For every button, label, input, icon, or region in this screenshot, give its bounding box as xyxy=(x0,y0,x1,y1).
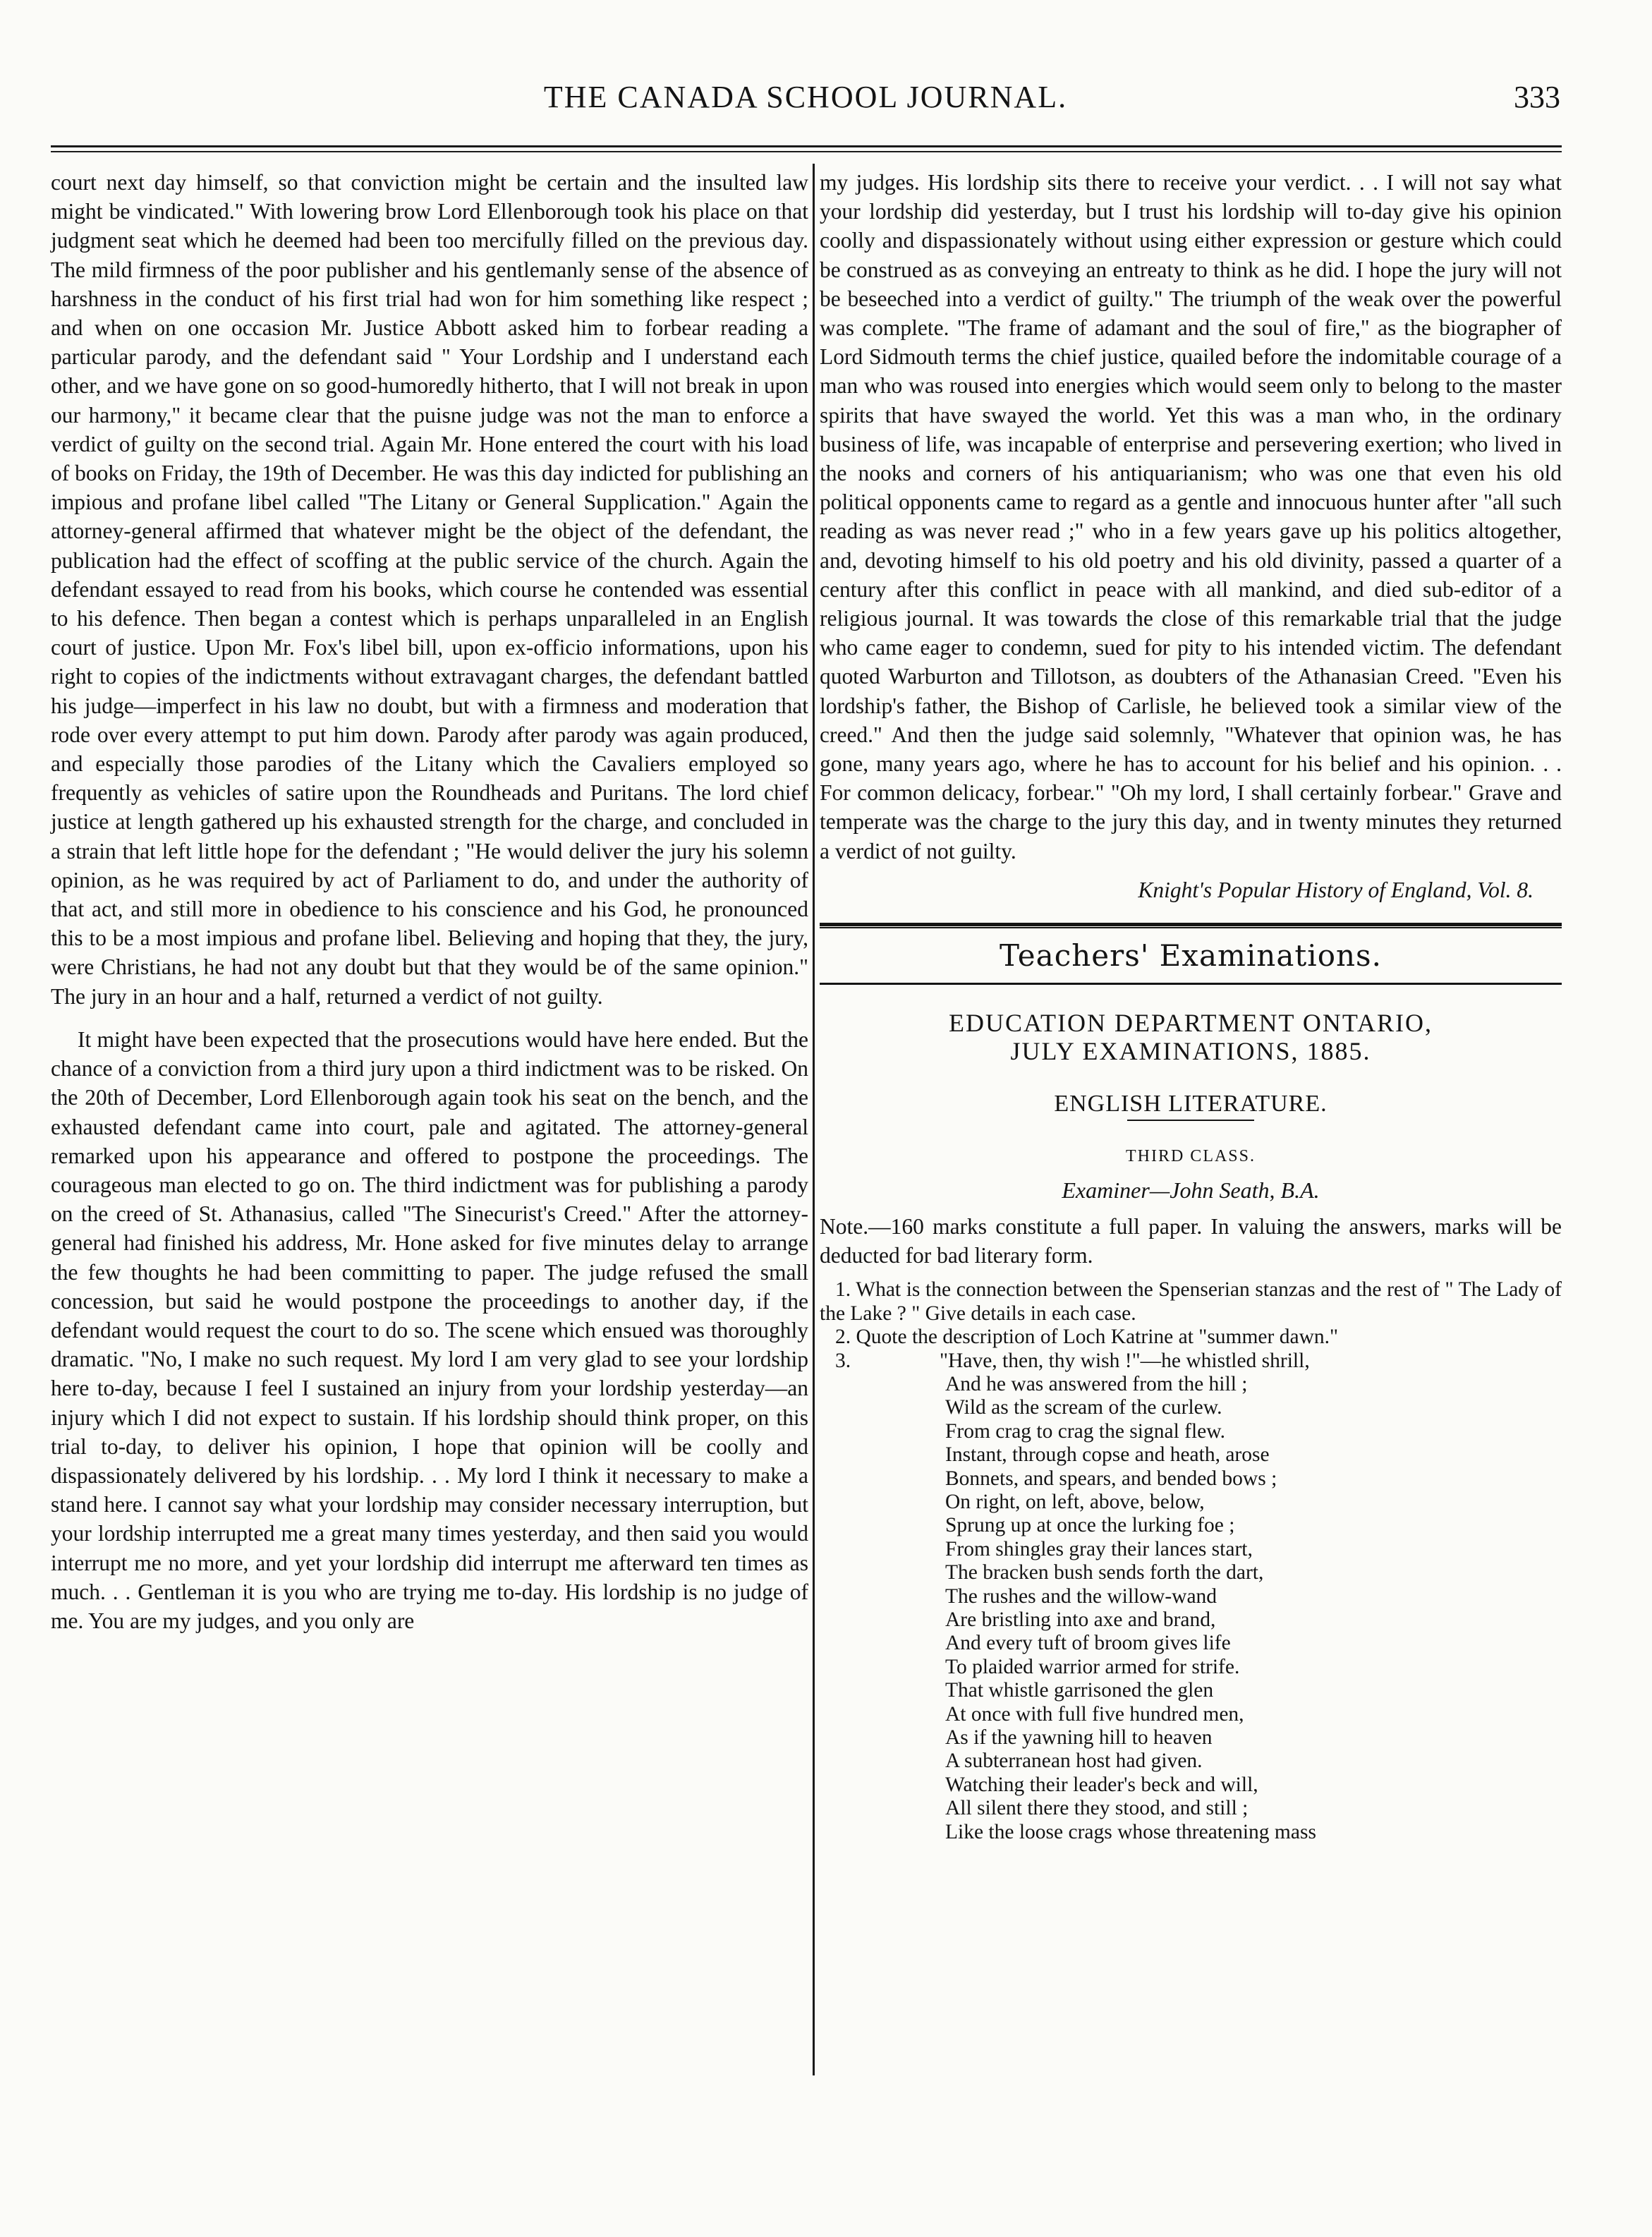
section-title-rule xyxy=(820,983,1562,985)
article-continuation: my judges. His lordship sits there to receive your verdict. . . I will not say what your lordship did yesterday, but I trust his lordship will to-day give his opinion coolly and dispassionately without using either expression or gesture which could be construed as as conveying an entreaty to think as he did. I hope the jury will not be beseeched into a verdict of guilty." The triumph of the weak over the powerful was complete. "The frame of adamant and the soul of fire," as the biographer of Lord Sidmouth terms the chief justice, quailed before the indomitable courage of a man who was roused into energies which would seem only to belong to the master spirits that have swayed the world. Yet this was a man who, in the ordinary business of life, was incapable of enterprise and persevering exertion; who lived in the nooks and corners of his antiquarianism; who was one that even his old political opponents came to regard as a gentle and innocuous hunter after "all such reading as was never read ;" who in a few years gave up his politics altogether, and, devoting himself to his old poetry and his old divinity, passed a quarter of a century after this conflict in peace with all mankind, and died sub-editor of a religious journal. It was towards the close of this remarkable trial that the judge who came eager to condemn, sued for pity to his intended victim. The defendant quoted Warburton and Tillotson, as doubters of the Athanasian Creed. "Even his lordship's father, the Bishop of Carlisle, he believed took a similar view of the creed." And then the judge said solemnly, "Whatever that opinion was, he has gone, many years ago, where he has to account for his belief and his opinion. . . For common delicacy, forbear." "Oh my lord, I shall certainly forbear." Grave and temperate was the charge to the jury this day, and in twenty minutes they returned a verdict of not guilty. xyxy=(820,170,1562,863)
department-line: EDUCATION DEPARTMENT ONTARIO, xyxy=(949,1009,1433,1038)
poem-line: The rushes and the willow-wand xyxy=(945,1584,1217,1608)
header-rule-top xyxy=(51,145,1562,147)
article-paragraph: court next day himself, so that conviction might be certain and the insulted law might be vindicated." With lowering brow Lord Ellenborough took his place on that judgment seat which he deemed had been too mercifully filled on the previous day. The mild firmness of the poor publisher and his gentlemanly sense of the absence of harshness in the conduct of his first trial had won for him something like respect ; and when on one occasion Mr. Justice Abbott asked him to forbear reading a particular parody, and the defendant said " Your Lordship and I understand each other, and we have gone on so good-humoredly hitherto, that I will not break in upon our harmony," it became clear that the puisne judge was not the man to enforce a verdict of guilty on the second trial. Again Mr. Hone entered the court with his load of books on Friday, the 19th of December. He was this day indicted for publishing an impious and profane libel called "The Litany or General Supplication." Again the attorney-general affirmed that whatever might be the object of the defendant, the publication had the effect of scoffing at the public service of the church. Again the defendant essayed to read from his books, which course he contended was essential to his defence. Then began a contest which is perhaps unparalleled in an English court of justice. Upon Mr. Fox's libel bill, upon ex-officio informations, upon his right to copies of the indictments without extravagant charges, the defendant battled his judge—imperfect in his law no doubt, but with a firmness and moderation that rode over every attempt to put him down. Parody after parody was again produced, and especially those parodies of the Litany which the Cavaliers employed so frequently as vehicles of satire upon the Roundheads and Puritans. The lord chief justice at length gathered up his exhausted strength for the charge, and concluded in a strain that left little hope for the defendant ; "He would deliver the jury his solemn opinion, as he was required by act of Parliament to do, and under the authority of that act, and still more in obedience to his conscience and his God, he pronounced this to be a most impious and profane libel. Believing and hoping that they, the jury, were Christians, he had not any doubt but that they would be of the same opinion." The jury in an hour and a half, returned a verdict of not guilty. xyxy=(51,170,808,1009)
column-divider xyxy=(813,164,815,2075)
poem-line: From crag to crag the signal flew. xyxy=(945,1419,1226,1443)
poem-line: A subterranean host had given. xyxy=(945,1750,1203,1773)
page-number: 333 xyxy=(1514,80,1560,114)
exam-class: THIRD CLASS. xyxy=(1125,1147,1256,1166)
exam-question: 2. Quote the description of Loch Katrine at "summer dawn." xyxy=(835,1326,1339,1349)
poem-line: And every tuft of broom gives life xyxy=(945,1632,1231,1655)
section-rule xyxy=(820,923,1562,928)
exam-session-line: JULY EXAMINATIONS, 1885. xyxy=(1010,1037,1371,1066)
subject-underline xyxy=(1127,1120,1254,1121)
running-head xyxy=(51,79,1560,121)
poem-line: And he was answered from the hill ; xyxy=(945,1372,1248,1395)
question-number: 3. xyxy=(835,1349,851,1372)
poem-line: As if the yawning hill to heaven xyxy=(945,1726,1213,1750)
poem-line: To plaided warrior armed for strife. xyxy=(945,1655,1240,1678)
section-title: Teachers' Examinations. xyxy=(1000,938,1382,974)
exam-questions xyxy=(820,1278,1562,1844)
exam-department xyxy=(820,1009,1562,1065)
article-source: Knight's Popular History of England, Vol. 8. xyxy=(1138,877,1533,902)
article-paragraph: It might have been expected that the prosecutions would have here ended. But the chance of a conviction from a third jury upon a third indictment was to be risked. On the 20th of December, Lord Ellenborough again took his seat on the bench, and the exhausted defendant came into court, pale and agitated. The attorney-general remarked upon his appearance and offered to postpone the proceedings. The courageous man elected to go on. The third indictment was for publishing a parody on the creed of St. Athanasius, called "The Sinecurist's Creed." After the attorney-general had finished his address, Mr. Hone asked for five minutes delay to arrange the few thoughts he had been committing to paper. The judge refused the small concession, but said he would postpone the proceedings to another day, if the defendant would request the court to do so. The scene which ensued was thoroughly dramatic. "No, I make no such request. My lord I am very glad to see your lordship here to-day, because I feel I sustained an injury from your lordship yesterday—an injury which I did not expect to sustain. If his lordship should think proper, on this trial to-day, to deliver his opinion, I hope that opinion will be coolly and dispassionately delivered by his lordship. . . My lord I think it necessary to make a stand here. I cannot say what your lordship may consider necessary interruption, but your lordship interrupted me a great many times yesterday, and then said you would interrupt me no more, and yet your lordship did interrupt me afterward ten times as much. . . Gentleman it is you who are trying me to-day. His lordship is no judge of me. You are my judges, and you only are xyxy=(51,1026,808,1633)
poem-line: Like the loose crags whose threatening mass xyxy=(945,1820,1316,1843)
poem-line: Wild as the scream of the curlew. xyxy=(945,1396,1222,1419)
poem-line: Instant, through copse and heath, arose xyxy=(945,1443,1270,1467)
journal-title: THE CANADA SCHOOL JOURNAL. xyxy=(543,80,1068,114)
exam-note: Note.—160 marks constitute a full paper. In valuing the answers, marks will be deducted for bad literary form. xyxy=(820,1213,1562,1268)
poem-line: At once with full five hundred men, xyxy=(945,1702,1244,1726)
poem-line: Are bristling into axe and brand, xyxy=(945,1608,1216,1631)
exam-subject: ENGLISH LITERATURE. xyxy=(1054,1091,1328,1117)
poem-line: On right, on left, above, below, xyxy=(945,1490,1205,1513)
poem-line: From shingles gray their lances start, xyxy=(945,1537,1253,1560)
header-rule-bottom xyxy=(51,151,1562,152)
poem-line: Sprung up at once the lurking foe ; xyxy=(945,1514,1235,1537)
poem-line: The bracken bush sends forth the dart, xyxy=(945,1561,1264,1584)
poem-line: That whistle garrisoned the glen xyxy=(945,1679,1214,1702)
right-column xyxy=(820,168,1562,1844)
left-column xyxy=(51,168,808,1635)
exam-question: 1. What is the connection between the Spenserian stanzas and the rest of " The Lady of the Lake ? " Give details in each case. xyxy=(820,1278,1562,1325)
poem-line: All silent there they stood, and still ; xyxy=(945,1797,1249,1820)
poem-line: "Have, then, thy wish !"—he whistled shrill, xyxy=(940,1349,1310,1372)
exam-examiner: Examiner—John Seath, B.A. xyxy=(1062,1177,1320,1203)
quoted-poem xyxy=(940,1349,1562,1845)
poem-line: Bonnets, and spears, and bended bows ; xyxy=(945,1467,1277,1490)
poem-line: Watching their leader's beck and will, xyxy=(945,1773,1258,1796)
